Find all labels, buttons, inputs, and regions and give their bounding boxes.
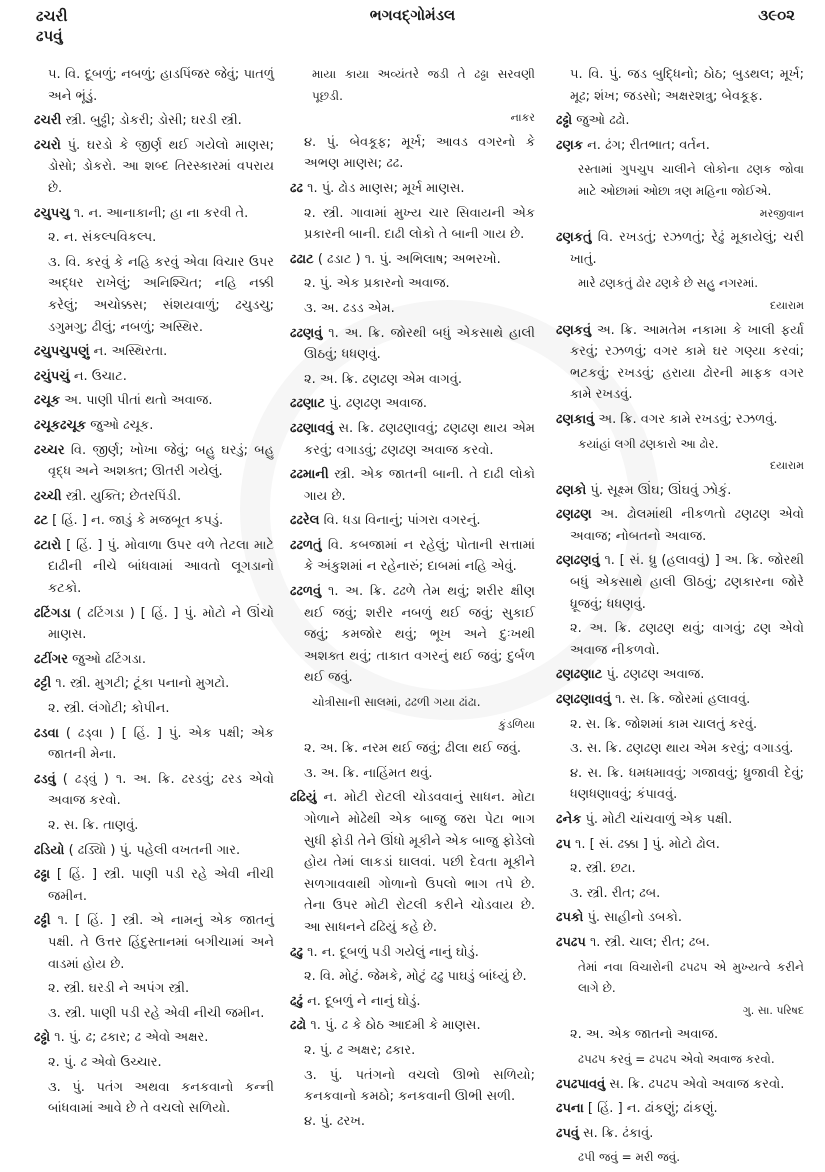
sense-definition: [290, 966, 535, 988]
headword: ઢચરો: [34, 137, 61, 153]
definition-text: ૧. ન. દૂબળું પડી ગયેલું નાનું ઘોડું.: [307, 944, 479, 960]
definition-text: ૨. અ. એક જાતનો અવાજ.: [570, 1027, 719, 1043]
dictionary-entry: [34, 769, 274, 812]
definition-text: ૩. અ. ક્રિ. નાહિંમત થવું.: [304, 765, 433, 781]
sense-definition: [34, 815, 274, 837]
definition-text: ૩. સ. ક્રિ. ઢણઢણ થાય એમ કરવું; વગાડવું.: [570, 741, 794, 757]
definition-text: ૧. સ્ત્રી. ચાલ; રીત; ઢબ.: [589, 934, 710, 950]
sense-definition: [34, 1052, 274, 1074]
sense-definition: [556, 858, 804, 880]
headword: ઢઢ્ઢી: [34, 913, 51, 929]
sense-definition: [290, 203, 535, 246]
dictionary-entry: [34, 723, 274, 766]
headword: ઢચૂક: [34, 393, 61, 409]
definition-text: ૩. પું. પતંગ અથવા કનકવાનો કન્ની બાંધવામાં આવે છે તે વચલો સળિયો.: [48, 1079, 274, 1117]
sense-definition: [34, 978, 274, 1000]
sense-definition: [34, 252, 274, 338]
headword: ઢણકો: [556, 482, 587, 498]
definition-text: ૧. પું. ઢ કે ઠોઠ આદમી કે માણસ.: [310, 1018, 481, 1034]
dictionary-entry: [34, 603, 274, 646]
headword: ઢઢિયું: [290, 790, 317, 806]
sense-definition: [290, 738, 535, 760]
definition-text: અ. ક્રિ. વગર કામે રખડવું; રઝળવું.: [598, 411, 778, 427]
headword: ઢડવા: [34, 725, 59, 741]
sense-definition: [290, 273, 535, 295]
headword: ઢઢણવું: [290, 325, 323, 341]
dictionary-entry: [556, 227, 804, 270]
citation: [290, 692, 535, 735]
definition-text: ૨. અ. ક્રિ. ઢણઢણ એમ વાગવું.: [304, 371, 463, 387]
definition-text: ૧. [ હિં. ] સ્ત્રી. એ નામનું એક જાતનું પક્ષી. તે ઉત્તર હિંદુસ્તાનમાં બગીચામાં અને વાડમાં હોય છે.: [48, 913, 274, 972]
headword: ઢણઢણાટ: [556, 667, 603, 683]
dictionary-entry: [290, 249, 535, 271]
citation: [290, 64, 535, 129]
sense-definition: [290, 369, 535, 391]
definition-text: ૪. પું. બેવકૂફ; મૂર્ખ; આવડ વગરનો કે અભણ માણસ; ઢઢ.: [304, 134, 535, 172]
headword: ઢણકવું: [556, 322, 592, 338]
column-1: [34, 64, 274, 1123]
definition-text: વિ. જીર્ણ; ખોખા જેવું; બહુ ઘરડું; બહુ વૃદ્ધ અને અશક્ત; ઊતરી ગયેલું.: [48, 442, 274, 480]
definition-text: ૧. અ. ક્રિ. જોરથી બધું એકસાથે હાલી ઊઠવું; ધધણવું.: [304, 325, 535, 363]
definition-text: ઢપી જવું = મરી જવું.: [578, 1150, 681, 1165]
definition-text: અ. ઢોલમાંથી નીકળતો ઢણઢણ એવો અવાજ; નોબતનો અવાજ.: [570, 507, 805, 544]
definition-text: ૧. સ્ત્રી. મુગટી; ટૂંકા પનાનો મુગટો.: [55, 676, 230, 692]
headword: ઢણકતું: [556, 230, 592, 246]
dictionary-entry: [34, 203, 274, 225]
dictionary-entry: [556, 664, 804, 686]
dictionary-entry: [556, 110, 804, 132]
headword: ઢઢળતું: [290, 537, 322, 553]
dictionary-entry: [290, 1015, 535, 1037]
sense-definition: [34, 227, 274, 249]
headword: ઢઢો: [290, 1018, 307, 1034]
definition-text: ૨. પું. ઢ અક્ષર; ઢકાર.: [304, 1042, 416, 1058]
sense-definition: [290, 1040, 535, 1062]
sense-definition: [290, 132, 535, 175]
headword: ઢણકાવું: [556, 411, 595, 427]
sense-definition: [556, 64, 804, 107]
definition-text: વિ. રખડતું; રઝળતું; રેઢું મૂકાયેલું; ચરી ખાતું.: [570, 230, 804, 267]
definition-text: પું. મોટી ચાંચવાળું એક પક્ષી.: [585, 812, 733, 827]
headword: ઢટીંગર: [34, 651, 68, 667]
definition-text: ૫. વિ. દૂબળું; નબળું; હાડપિંજર જેવું; પાતળું અને ભૂંડું.: [48, 67, 274, 104]
definition-text: ૧. પું. ઢોડ માણસ; મૂર્ખ માણસ.: [307, 180, 465, 196]
headword: ઢટ્ટી: [34, 676, 52, 692]
headword: ઢટ: [34, 513, 49, 529]
dictionary-entry: [290, 464, 535, 507]
sense-definition: [556, 618, 804, 661]
citation-source: ગુ. સા. પરિષદ: [742, 1003, 804, 1017]
headword: ઢઢ્ઢા: [34, 867, 51, 883]
definition-text: [ હિં. ] ન. ઢાંકણું; ઢાંકણું.: [587, 1101, 718, 1117]
definition-text: ૪. પું. ઢરખ.: [304, 1113, 366, 1129]
definition-text: ઢપઢપ કરવું = ઢપઢપ એવો અવાજ કરવો.: [578, 1051, 775, 1066]
citation-source: કુંડળિયા: [498, 717, 535, 731]
headword: ઢડવું: [34, 771, 56, 787]
dictionary-entry: [34, 341, 274, 363]
definition-text: ન. ઉચાટ.: [73, 368, 127, 384]
citation-source: નાકર: [510, 111, 535, 125]
headword: ઢપવું: [556, 1125, 579, 1141]
dictionary-entry: [290, 178, 535, 200]
definition-text: ૨. સ્ત્રી. ઘરડી ને અપંગ સ્ત્રી.: [48, 981, 190, 997]
definition-text: વિ. ધડા વિનાનું; પાંગરા વગરનું.: [323, 513, 481, 529]
headword: ઢઢુ: [290, 944, 303, 960]
definition-text: મારે ઢણકતું ઢોર ઢણકે છે સહુ નગરમાં.: [578, 276, 759, 291]
citation: [556, 1049, 804, 1071]
headword: ઢઢમાની: [290, 467, 329, 483]
dictionary-entry: [290, 787, 535, 938]
definition-text: તેમાં નવા વિચારોની ઢપઢપ એ મુખ્યત્વે કરીને લાગે છે.: [578, 959, 804, 996]
column-3: [556, 64, 804, 1172]
headword: ઢપઢપાવવું: [556, 1076, 606, 1092]
dictionary-entry: [34, 510, 274, 532]
definition-text: ૧. અ. ક્રિ. ઢઢળે તેમ થવું; શરીર ક્ષીણ થઈ જવું; શરીર નબળું થઈ જવું; સુકાઈ જવું; કમજોર થવું; ભૂખ અને દુઃખથી અશક્ત થવું; તાકાત વગરનું થઈ જવું; દુર્બળ થઈ જવું.: [304, 584, 535, 686]
headword: ઢપકો: [556, 910, 584, 926]
definition-text: ન. મોટી રોટલી ચોડવવાનું સાધન. મોટા ગોળાને મોઢેથી એક બાજુ જરા પેટા ભાગ સુધી ફોડી તેને ઊંધો મૂકીને એક બાજુ ફોડેલો હોય તેમાં લાકડાં ઘાલવાં. પછી દેવતા મૂકીને સળગાવવાથી ગોળાનો ઉપલો ભાગ તપે છે. તેના ઉપર મોટી રોટલી કરીને ચોડવાય છે. આ સાધનને ઢઢિયું કહે છે.: [304, 790, 535, 935]
definition-text: અ. ક્રિ. આમતેમ નકામા કે ખાલી ફર્યા કરવું; રઝળવું; વગર કામે ઘર ગણ્યા કરવાં; ભટકવું; રખડવું; હરાયા ઢોરની માફક વગર કામે રખડવું.: [570, 322, 804, 403]
definition-text: ૩. પું. પતંગનો વચલો ઊભો સળિયો; કનકવાનો કમઠો; કનકવાની ઊભી સળી.: [304, 1067, 535, 1105]
headword: ઢટારો: [34, 537, 62, 553]
definition-text: ( ઢડ્વું ) ૧. અ. ક્રિ. ઢરડવું; ઢરડ એવો અવાજ કરવો.: [48, 771, 274, 809]
definition-text: સ્ત્રી. યુક્તિ; છેતરપિંડી.: [65, 488, 182, 504]
column-2: [290, 64, 535, 1135]
definition-text: ન. અસ્થિરતા.: [93, 344, 168, 360]
dictionary-entry: [556, 1098, 804, 1120]
citation: [556, 273, 804, 316]
dictionary-entry: [290, 581, 535, 689]
definition-text: રસ્તામાં ગુપચુપ ચાલીને લોકોના ઢણક જોવા માટે ઓછામાં ઓછા ત્રણ મહિના જોઈએ.: [578, 162, 804, 198]
citation-source: દયારામ: [769, 459, 804, 473]
definition-text: પું. ઢણઢણ અવાજ.: [329, 396, 428, 412]
sense-definition: [290, 1111, 535, 1133]
dictionary-entry: [34, 415, 274, 437]
sense-definition: [34, 1003, 274, 1025]
definition-text: ૨. અ. ક્રિ. ઢણઢણ થવું; વાગવું; ઢણ એવો અવાજ નીકળવો.: [570, 621, 804, 658]
sense-definition: [556, 714, 804, 736]
dictionary-entry: [290, 510, 535, 532]
definition-text: ( ઢડ્યિો ) પું. પહેલી વખતની ગાર.: [68, 842, 241, 858]
dictionary-entry: [34, 1027, 274, 1049]
definition-text: ૨. સ. ક્રિ. તાણવું.: [48, 818, 139, 833]
headword: ઢચુપચુ: [34, 205, 70, 221]
sense-definition: [556, 738, 804, 760]
dictionary-entry: [556, 932, 804, 954]
dictionary-entry: [556, 809, 804, 831]
dictionary-entry: [290, 942, 535, 964]
definition-text: ૩. વિ. કરવું કે નહિ કરવું એવા વિચાર ઉપર અદ્ધર રાખેલું; અનિશ્ચિત; નહિ નક્કી કરેલું; અચોક્કસ; સંશયવાળું; ઢચુડચુ; ડગુમગુ; ઢીલું; નબળું; અસ્થિર.: [48, 254, 274, 335]
definition-text: ૨. સ્ત્રી. ગાવામાં મુખ્ય ચાર સિવાયની એક પ્રકારની બાની. દાઢી લોકો તે બાની ગાય છે.: [304, 205, 535, 243]
dictionary-entry: [34, 649, 274, 671]
dictionary-entry: [290, 393, 535, 415]
dictionary-entry: [34, 840, 274, 862]
dictionary-entry: [34, 366, 274, 388]
sense-definition: [556, 1024, 804, 1046]
definition-text: પું. સૂક્ષ્મ ઊંઘ; ઊંઘવું ઝોકું.: [590, 482, 732, 498]
citation: [556, 159, 804, 224]
definition-text: ચોત્રીસાની સાલમાં, ઢઢળી ગયા ઢાંઢા.: [312, 695, 481, 710]
dictionary-entry: [556, 135, 804, 157]
headword: ઢચ્ચી: [34, 488, 62, 504]
headword: ઢણઢણ: [556, 507, 592, 523]
definition-text: ૨. વિ. મોટું. જેમકે, મોટું ઢઢુ પાઘડું બાંધ્યું છે.: [304, 969, 527, 985]
headword: ઢડિયો: [34, 842, 65, 858]
headword: ઢણઢણવું: [556, 553, 600, 569]
definition-text: ( ઢડ્વા ) [ હિં. ] પું. એક પક્ષી; એક જાતની મેના.: [48, 725, 274, 763]
dictionary-entry: [556, 907, 804, 929]
definition-text: ૨. સ. ક્રિ. જોશમાં કામ ચાલતું કરવું.: [570, 716, 758, 732]
dictionary-entry: [290, 418, 535, 461]
sense-definition: [556, 763, 804, 806]
headword: ઢઢું: [290, 993, 303, 1009]
definition-text: ૨. અ. ક્રિ. નરમ થઈ જવું; ઢીલા થઈ જવું.: [304, 741, 522, 757]
definition-text: વિ. કબજામાં ન રહેલું; પોતાની સત્તામાં કે અંકુશમાં ન રહેનારું; દાબમાં નહિ એવું.: [304, 537, 536, 575]
dictionary-entry: [34, 110, 274, 132]
citation-source: દયારામ: [769, 298, 804, 312]
definition-text: ન. દૂબળું ને નાનું ઘોડું.: [307, 993, 421, 1009]
sense-definition: [290, 763, 535, 785]
definition-text: જુઓ ઢઢો.: [576, 113, 630, 129]
dictionary-entry: [34, 673, 274, 695]
headword: ઢઢાટ: [290, 251, 314, 267]
dictionary-entry: [34, 910, 274, 975]
headword: ઢપઢપ: [556, 934, 586, 950]
sense-definition: [556, 883, 804, 905]
dictionary-entry: [556, 409, 804, 431]
dictionary-entry: [290, 323, 535, 366]
citation: [556, 957, 804, 1022]
headword: ઢઢળવું: [290, 584, 322, 600]
page-number: ૩૯૦૨: [758, 6, 795, 24]
definition-text: ૨. ન. સંકલ્પવિકલ્પ.: [48, 230, 157, 246]
definition-text: સ્ત્રી. બુઢ્ઢી; ડોકરી; ડોસી; ઘરડી સ્ત્રી.: [65, 113, 242, 129]
headword: ઢઢ: [290, 180, 303, 196]
headword: ઢટિંગડા: [34, 605, 71, 621]
headword: ઢનેક: [556, 812, 582, 827]
headword: ઢચુંપચું: [34, 368, 70, 384]
dictionary-entry: [556, 689, 804, 711]
definition-text: સ. ક્રિ. ઢણઢણાવવું; ઢણઢણ થાય એમ કરવું; વગાડવું; ઢણઢણ અવાજ કરવો.: [304, 420, 535, 458]
dictionary-entry: [556, 1074, 804, 1096]
definition-text: અ. પાણી પીતાં થતો અવાજ.: [64, 393, 213, 409]
definition-text: ૩. સ્ત્રી. પાણી પડી રહે એવી નીચી જમીન.: [48, 1005, 265, 1021]
headword: ઢઢરેલ: [290, 513, 320, 529]
dictionary-entry: [34, 390, 274, 412]
definition-text: [ હિં. ] ન. જાડું કે મજબૂત કપડું.: [52, 513, 224, 529]
definition-text: ૧. [ સં. ઢક્કા ] પું. મોટો ઢોલ.: [575, 836, 720, 852]
headword: ઢપ: [556, 836, 571, 852]
definition-text: પું. સાહીનો ડબકો.: [587, 910, 683, 926]
definition-text: ૨. પું. એક પ્રકારનો અવાજ.: [304, 276, 450, 292]
headword: ઢણક: [556, 137, 583, 153]
definition-text: સ. ક્રિ. ઢંકાવું.: [583, 1125, 654, 1141]
headword: ઢપના: [556, 1101, 584, 1117]
definition-text: ૩. અ. ઢડડ એમ.: [304, 300, 395, 316]
dictionary-entry: [556, 550, 804, 615]
definition-text: સ્ત્રી. એક જાતની બાની. તે દાઢી લોકો ગાય છે.: [304, 467, 535, 504]
dictionary-entry: [34, 864, 274, 907]
dictionary-entry: [556, 320, 804, 406]
dictionary-entry: [290, 991, 535, 1013]
headword: ઢચૂકઢચૂક: [34, 417, 87, 433]
dictionary-entry: [556, 834, 804, 856]
definition-text: ( ઢટિંગડા ) [ હિં. ] પું. મોટો ને ઊંચો માણસ.: [48, 605, 274, 643]
definition-text: જુઓ ઢટિંગડા.: [72, 651, 146, 667]
definition-text: ૨. સ્ત્રી. છટા.: [570, 861, 636, 877]
definition-text: [ હિં. ] સ્ત્રી. પાણી પડી રહે એવી નીચી જમીન.: [48, 867, 274, 904]
headword: ઢઢણાવવું: [290, 420, 334, 436]
definition-text: ન. ઢંગ; રીતભાત; વર્તન.: [587, 137, 710, 153]
definition-text: ૨. પું. ઢ એવો ઉચ્ચાર.: [48, 1054, 162, 1070]
definition-text: [ હિં. ] પું. મોવાળા ઉપર વળે તેટલા માટે દાઢીની નીચે બાંધવામાં આવતો લૂગડાનો કટકો.: [48, 537, 274, 597]
dictionary-entry: [290, 535, 535, 578]
definition-text: ૪. સ. ક્રિ. ધમધમાવવું; ગજાવવું; ધ્રુજાવી દેવું; ધણધણાવવું; કંપાવવું.: [570, 765, 804, 803]
dictionary-entry: [556, 1123, 804, 1145]
headword: ઢચ્ચર: [34, 442, 65, 458]
definition-text: ૧. ન. આનાકાની; હા ના કરવી તે.: [73, 205, 249, 221]
definition-text: ૧. પું. ઢ; ઢકાર; ઢ એવો અક્ષર.: [54, 1030, 209, 1046]
citation: [556, 1147, 804, 1169]
sense-definition: [290, 298, 535, 320]
sense-definition: [34, 698, 274, 720]
dictionary-entry: [34, 486, 274, 508]
page-title: ભગવદ્ગોમંડલ: [369, 6, 456, 24]
definition-text: ( ઢડાટ ) ૧. પું. અભિલાષ; અભરખો.: [317, 251, 501, 267]
sense-definition: [34, 64, 274, 107]
guide-word-bottom: ઢપવું: [36, 27, 63, 45]
dictionary-entry: [34, 440, 274, 483]
dictionary-entry: [556, 504, 804, 547]
headword: ઢઢ્ઢો: [556, 113, 573, 129]
definition-text: ૨. સ્ત્રી. લંગોટી; કોપીન.: [48, 701, 170, 717]
dictionary-entry: [34, 135, 274, 200]
citation-source: મરજીવાન: [759, 206, 804, 220]
sense-definition: [290, 1065, 535, 1108]
headword: ઢચરી: [34, 113, 62, 129]
definition-text: ૩. સ્ત્રી. રીત; ઢબ.: [570, 885, 661, 901]
definition-text: જુઓ ઢચૂક.: [90, 417, 154, 433]
headword: ઢચુપચુપણું: [34, 344, 90, 360]
definition-text: ૧. [ સં. ધ્રુ (હલાવવું) ] અ. ક્રિ. જોરથી બધું એકસાથે હાલી ઊઠવું; ઢણકારના જોરે ધ્રૂજવું; ધધણવું.: [570, 553, 804, 612]
headword: ઢણઢણાવવું: [556, 692, 611, 708]
citation: [556, 434, 804, 477]
sense-definition: [34, 1077, 274, 1120]
definition-text: માયા કાયા અવ્યંતરે જડી તે ઢઢ્ઢા સરવણી પૂછડી.: [312, 67, 535, 103]
headword: ઢઢ્ઢો: [34, 1030, 51, 1046]
dictionary-entry: [556, 480, 804, 502]
definition-text: પું. ઢણઢણ અવાજ.: [606, 667, 705, 683]
guide-word-top: ઢચરી: [36, 7, 68, 25]
definition-text: ૧. સ. ક્રિ. જોરમાં હલાવવું.: [615, 692, 751, 708]
definition-text: કયાંહાં લગી ઢણકારો આ ઢોર.: [578, 436, 719, 451]
dictionary-entry: [34, 535, 274, 600]
definition-text: ૫. વિ. પું. જડ બુદ્ધિનો; ઠોઠ; બુડથલ; મૂર્ખ; મૂઢ; શંખ; જડસો; અક્ષરશત્રુ; બેવકૂફ.: [570, 67, 804, 104]
definition-text: સ. ક્રિ. ઢપઢપ એવો અવાજ કરવો.: [609, 1076, 785, 1092]
definition-text: પું. ઘરડો કે જીર્ણ થઈ ગયેલો માણસ; ડોસો; ડોકરો. આ શબ્દ તિરસ્કારમાં વપરાય છે.: [48, 137, 274, 196]
headword: ઢઢણાટ: [290, 396, 326, 412]
